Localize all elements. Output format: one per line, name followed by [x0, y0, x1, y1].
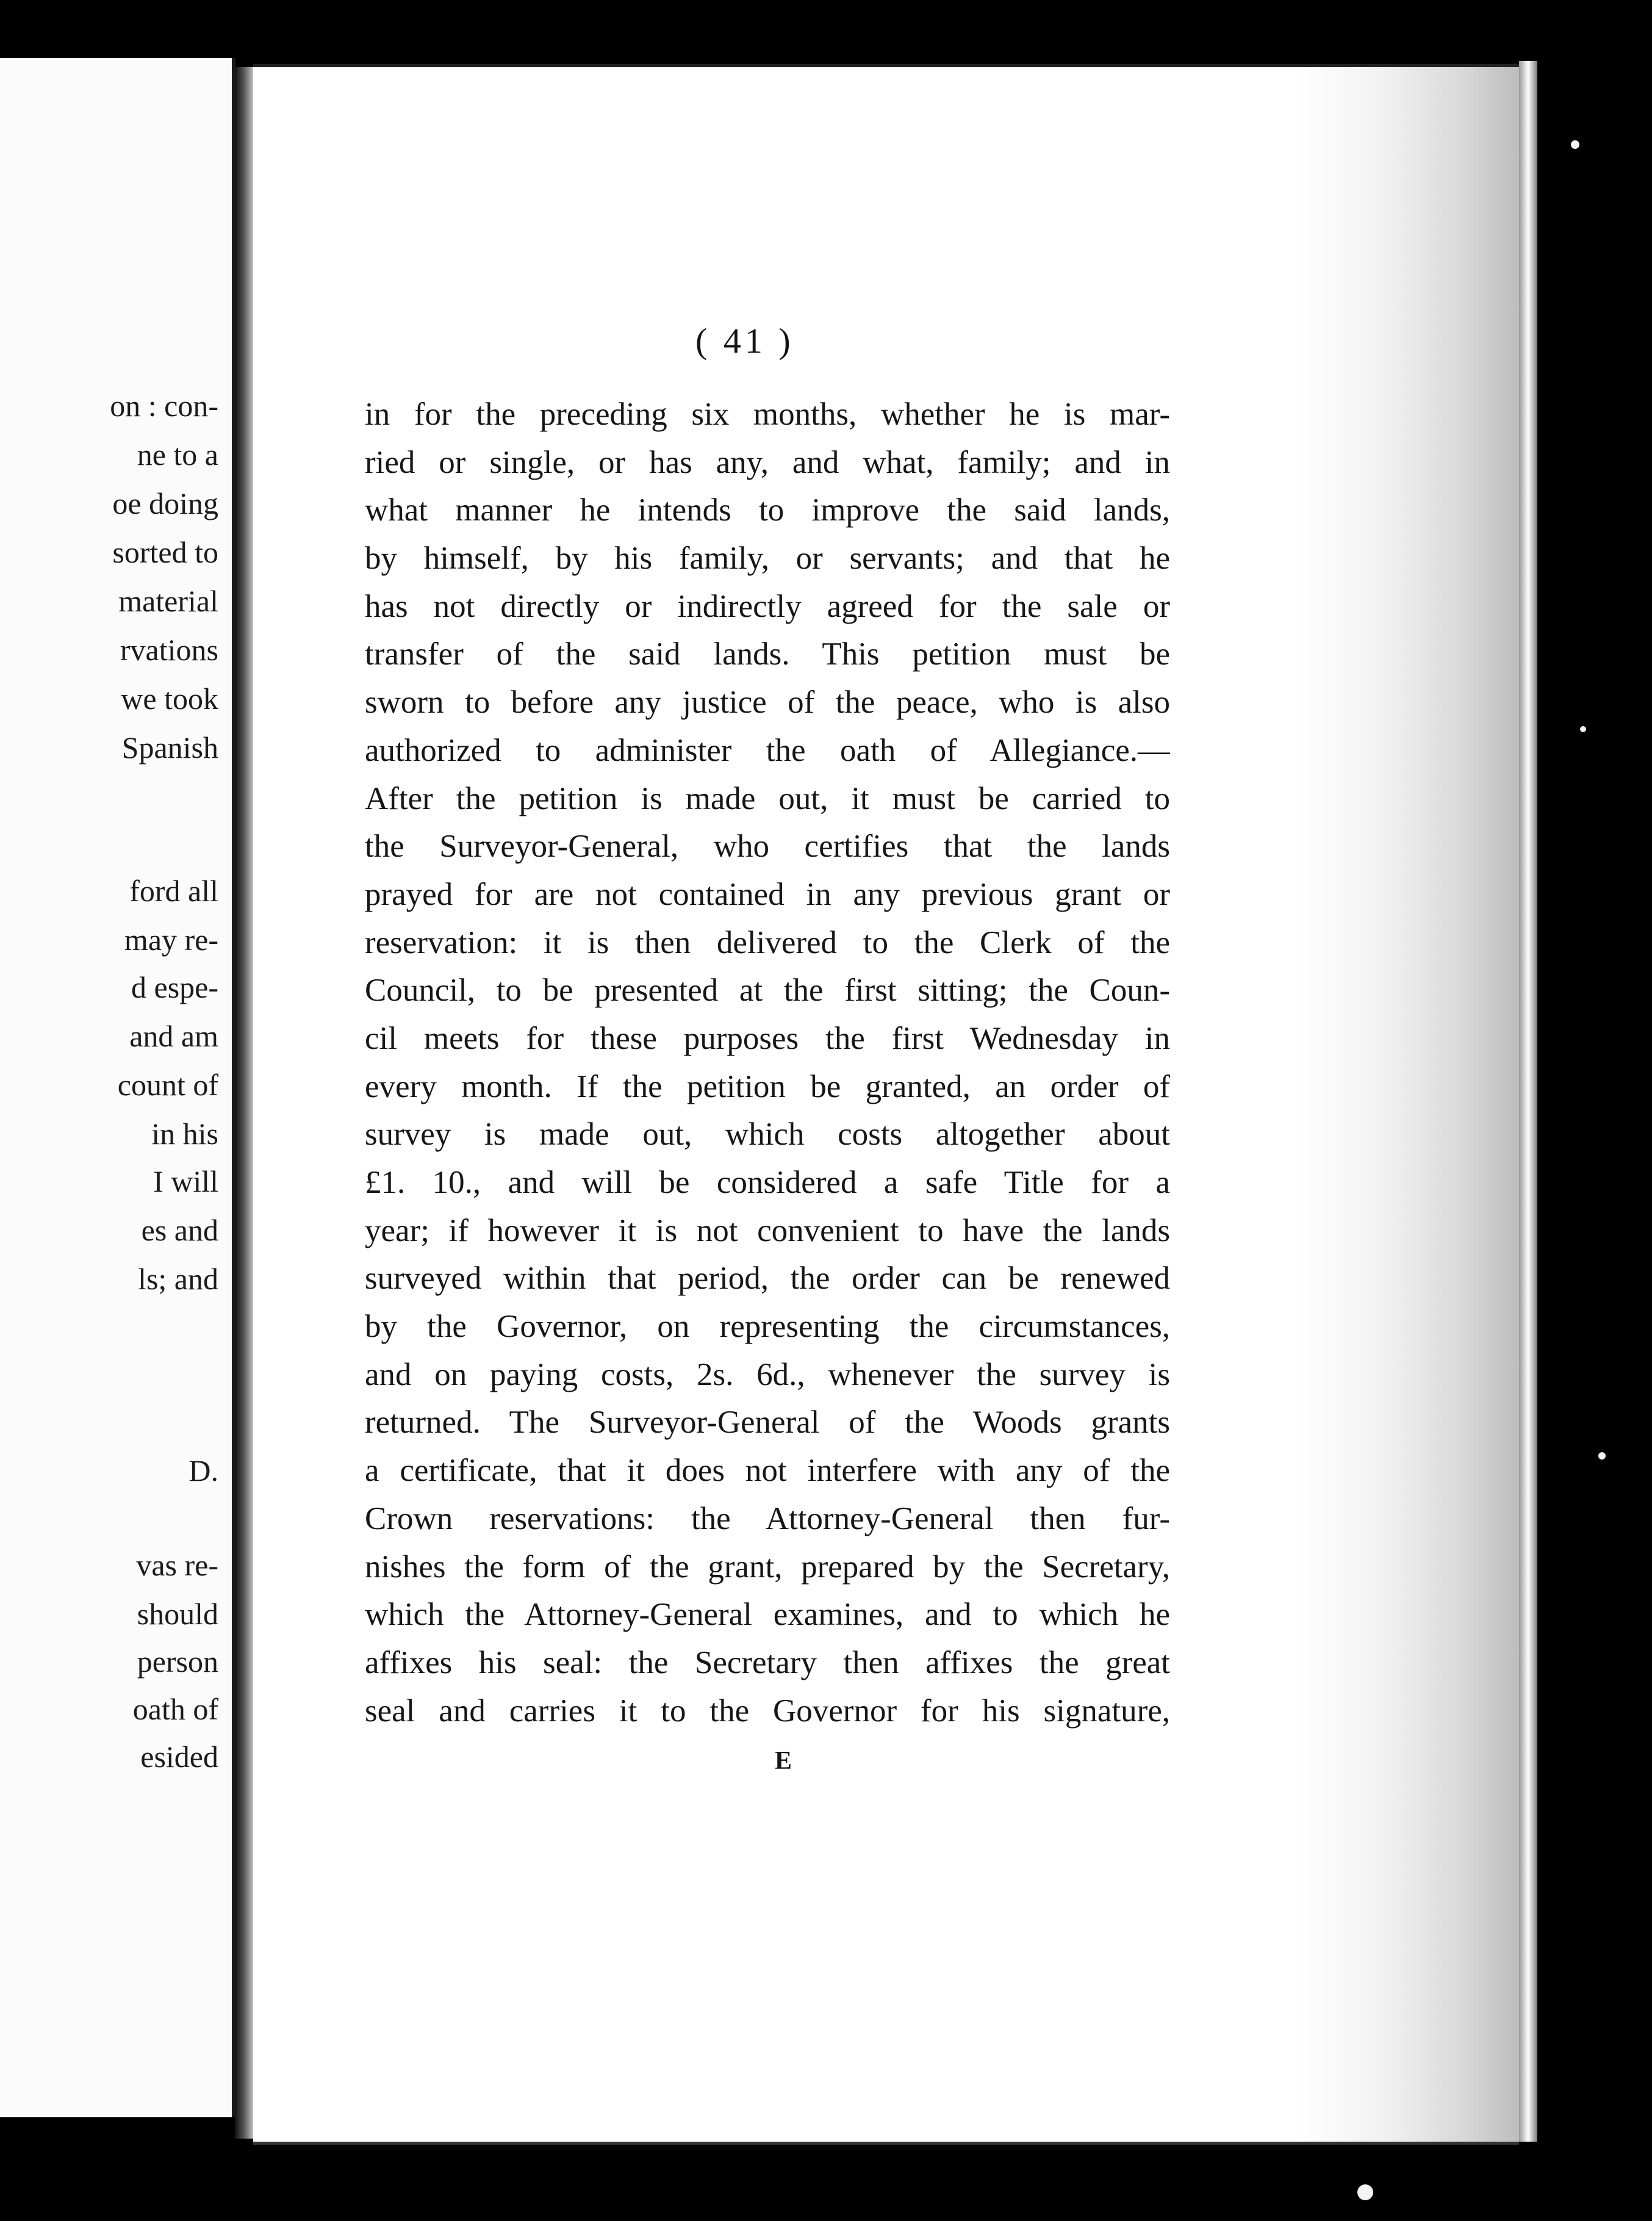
text-line: seal and carries it to the Governor for his signature,: [365, 1693, 1170, 1729]
page-edge-shading: [1299, 67, 1519, 2142]
left-page-line: rvations: [120, 633, 218, 667]
text-line: nishes the form of the grant, prepared by the Secretary,: [365, 1549, 1170, 1585]
text-line: surveyed within that period, the order can be renewed: [365, 1261, 1170, 1297]
text-line: and on paying costs, 2s. 6d., whenever the survey is: [365, 1356, 1170, 1392]
text-line: by himself, by his family, or servants; and that he: [365, 541, 1170, 577]
left-page-line: I will: [153, 1164, 218, 1198]
scan-speck: [1357, 2184, 1373, 2200]
text-line: what manner he intends to improve the said lands,: [365, 492, 1170, 528]
text-line: After the petition is made out, it must be carried to: [365, 780, 1170, 816]
text-line: every month. If the petition be granted, an order of: [365, 1068, 1170, 1104]
left-page-line: ne to a: [137, 437, 218, 472]
left-page-line: count of: [117, 1068, 218, 1102]
left-page-line: es and: [141, 1213, 218, 1247]
text-line: £1. 10., and will be considered a safe Title for a: [365, 1165, 1170, 1200]
left-page-line: and am: [129, 1019, 218, 1053]
text-line: reservation: it is then delivered to the Clerk of the: [365, 924, 1170, 960]
scan-speck: [1580, 726, 1586, 732]
signature-mark: E: [775, 1747, 792, 1775]
text-line: in for the preceding six months, whether he is mar-: [365, 397, 1170, 432]
scan-speck: [1598, 1452, 1606, 1460]
left-page-line: on : con-: [110, 389, 218, 423]
text-line: authorized to administer the oath of Allegiance.—: [365, 732, 1170, 768]
scan-speck: [1571, 140, 1579, 149]
left-page-line: sorted to: [112, 535, 218, 569]
text-line: Crown reservations: the Attorney-General then fur-: [365, 1500, 1170, 1536]
left-page-line: d espe-: [131, 970, 218, 1004]
text-line: by the Governor, on representing the circumstances,: [365, 1309, 1170, 1345]
left-page-line: in his: [151, 1117, 218, 1151]
left-page-line: Spanish: [121, 730, 218, 765]
text-line: returned. The Surveyor-General of the Woods grants: [365, 1405, 1170, 1441]
text-line: year; if however it is not convenient to have the lands: [365, 1212, 1170, 1248]
body-text: [365, 391, 1170, 1735]
text-line: has not directly or indirectly agreed for the sale or: [365, 588, 1170, 624]
text-line: sworn to before any justice of the peace, who is also: [365, 685, 1170, 721]
left-page-line: should: [137, 1597, 218, 1631]
left-page-line: vas re-: [136, 1548, 218, 1582]
text-line: ried or single, or has any, and what, family; and in: [365, 444, 1170, 480]
text-line: cil meets for these purposes the first Wednesday in: [365, 1020, 1170, 1056]
left-page-line: material: [118, 584, 218, 618]
left-facing-page: [0, 58, 235, 2117]
left-page-line: ford all: [129, 874, 218, 908]
page-number: ( 41 ): [695, 321, 794, 361]
text-line: survey is made out, which costs altogether about: [365, 1117, 1170, 1153]
text-line: the Surveyor-General, who certifies that the lands: [365, 829, 1170, 865]
left-page-line: oe doing: [112, 486, 218, 520]
text-line: affixes his seal: the Secretary then affixes the great: [365, 1644, 1170, 1680]
left-page-line: D.: [189, 1453, 218, 1488]
book-gutter: [235, 67, 254, 2139]
text-line: Council, to be presented at the first sitting; the Coun-: [365, 973, 1170, 1009]
left-page-line: may re-: [124, 923, 218, 957]
text-line: a certificate, that it does not interfere with any of the: [365, 1453, 1170, 1489]
left-page-line: oath of: [132, 1692, 218, 1726]
left-page-line: esided: [140, 1740, 218, 1774]
text-line: which the Attorney-General examines, and to which he: [365, 1597, 1170, 1633]
text-line: transfer of the said lands. This petition must be: [365, 636, 1170, 672]
left-page-line: person: [137, 1644, 218, 1679]
left-page-line: we took: [121, 682, 218, 716]
text-line: prayed for are not contained in any previous grant or: [365, 876, 1170, 912]
left-page-line: ls; and: [138, 1262, 218, 1296]
page-stack-edge: [1519, 61, 1537, 2142]
